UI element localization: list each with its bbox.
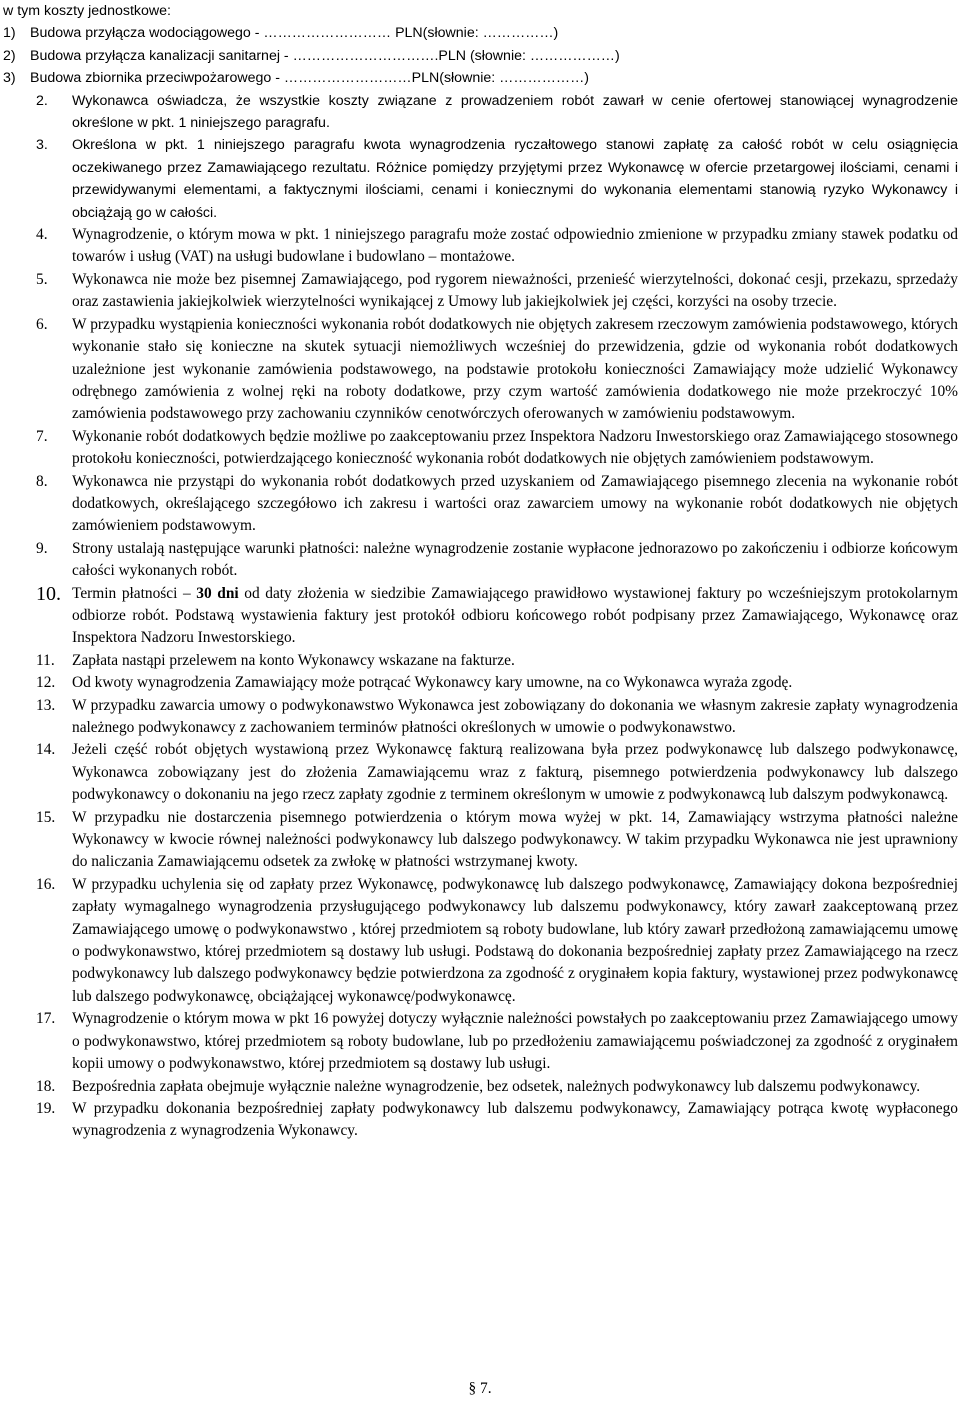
list-item bbox=[0, 471, 960, 538]
item-number: 14. bbox=[36, 741, 56, 759]
item-number: 9. bbox=[36, 539, 48, 557]
item-text: Wykonanie robót dodatkowych będzie możliwe po zaakceptowaniu przez Inspektora Nadzoru Inwestorskiego oraz Zamawiającego stosownego protokołu konieczności, potwierdzającego konieczność wykonania robót dodatkowych nie objętych zamówieniem podstawowym. bbox=[72, 427, 958, 468]
item-number: 17. bbox=[36, 1010, 56, 1028]
item-text: Strony ustalają następujące warunki płatności: należne wynagrodzenie zostanie wypłacone jednorazowo po zakończeniu i odbiorze końcowym całości wykonanych robót. bbox=[72, 539, 958, 580]
list-item bbox=[0, 538, 960, 583]
subitem-number: 3) bbox=[3, 70, 16, 87]
item-number: 16. bbox=[36, 875, 56, 893]
item-number: 10. bbox=[36, 582, 61, 605]
item-text: Jeżeli część robót objętych wystawioną przez Wykonawcę fakturą realizowana była przez podwykonawcę lub dalszego podwykonawcę, Wykonawca zobowiązany jest do złożenia Zamawiającemu wraz z fakturą, pisemnego potwierdzenia podwykonawcy lub dalszego podwykonawcy o dokonaniu na jego rzecz zapłaty zgodnie z terminem określonym w umowie z podwykonawcą lub dalszym podwykonawcą. bbox=[72, 741, 958, 804]
list-item bbox=[0, 90, 960, 135]
list-item bbox=[0, 1008, 960, 1075]
item-text: Wynagrodzenie, o którym mowa w pkt. 1 niniejszego paragrafu może zostać odpowiednio zmienione w przypadku zmiany stawek podatku od towarów i usług (VAT) na usługi budowlane i budowlano – montażowe. bbox=[72, 226, 958, 266]
list-item bbox=[0, 1098, 960, 1143]
item-number: 18. bbox=[36, 1077, 56, 1095]
list-item bbox=[0, 134, 960, 224]
item-number: 7. bbox=[36, 427, 48, 445]
subitem bbox=[0, 45, 960, 67]
item-number: 19. bbox=[36, 1099, 56, 1117]
list-item bbox=[0, 672, 960, 694]
intro-line: w tym koszty jednostkowe: bbox=[3, 3, 171, 19]
list-item bbox=[0, 583, 960, 650]
item-number: 3. bbox=[36, 137, 48, 154]
subitem-text: Budowa przyłącza kanalizacji sanitarnej - ………………………….PLN (słownie: ………………) bbox=[30, 47, 620, 64]
payment-term-rest: od daty złożenia w siedzibie Zamawiającego prawidłowo wystawionej faktury po wcześniejszym protokolarnym odbiorze robót. Podstawą wystawienia faktury jest protokół odbioru końcowego robót podpisany przez Zamawiającego, Wykonawcę oraz Inspektora Nadzoru Inwestorskiego. bbox=[72, 584, 959, 647]
list-item bbox=[0, 874, 960, 1008]
list-item bbox=[0, 807, 960, 874]
subitem-number: 2) bbox=[3, 47, 16, 64]
item-text: Zapłata nastąpi przelewem na konto Wykonawcy wskazane na fakturze. bbox=[72, 651, 515, 669]
payment-days: 30 dni bbox=[196, 584, 239, 602]
item-number: 15. bbox=[36, 808, 56, 826]
subitem-text: Budowa zbiornika przeciwpożarowego - ………………………PLN(słownie: ………………) bbox=[30, 70, 589, 87]
list-item bbox=[0, 314, 960, 426]
list-item bbox=[0, 1076, 960, 1098]
item-text: W przypadku nie dostarczenia pisemnego potwierdzenia o którym mowa wyżej w pkt. 14, Zamawiający wstrzyma płatności należne Wykonawcy w kwocie równej należności podwykonawcy lub dalszego podwykonawcy. W takim przypadku Wykonawca nie jest uprawniony do naliczania Zamawiającemu odsetek za zwłokę w płatności wstrzymanej kwoty. bbox=[72, 808, 958, 871]
item-text: Od kwoty wynagrodzenia Zamawiający może potrącać Wykonawcy kary umowne, na co Wykonawca wyraża zgodę. bbox=[72, 674, 793, 692]
numbered-list bbox=[0, 90, 960, 1143]
item-text: W przypadku uchylenia się od zapłaty przez Wykonawcę, podwykonawcę lub dalszego podwykonawcę, Zamawiający dokona bezpośredniej zapłaty wymagalnego wynagrodzenia przysługującego podwykonawcy lub dalszemu podwykonawcy, który zawarł zaakceptowaną przez Zamawiającego umowę o podwykonawstwo , której przedmiotem są roboty budowlane, lub który zawarł przedłożoną zamawiającemu umowę o podwykonawstwo, której przedmiotem są dostawy lub usługi. Podstawą do dokonania bezpośredniej zapłaty przez Zamawiającego na rzecz podwykonawcy lub dalszego podwykonawcy będzie potwierdzona za zgodność z oryginałem kopia faktury, wystawionej przez podwykonawcę lub dalszego podwykonawcę, obciążającej wykonawcę/podwykonawcę. bbox=[72, 875, 958, 1005]
item-text: Wykonawca oświadcza, że wszystkie koszty związane z prowadzeniem robót zawarł w cenie ofertowej stanowiącej wynagrodzenie określone w pkt. 1 niniejszego paragrafu. bbox=[72, 92, 958, 132]
item-number: 6. bbox=[36, 315, 48, 333]
subitem bbox=[0, 22, 960, 44]
subitem-number: 1) bbox=[3, 25, 16, 42]
subitem bbox=[0, 67, 960, 89]
list-item bbox=[0, 739, 960, 806]
item-text: W przypadku dokonania bezpośredniej zapłaty podwykonawcy lub dalszemu podwykonawcy, Zamawiający potrąca kwotę wypłaconego wynagrodzenia z wynagrodzenia Wykonawcy. bbox=[72, 1099, 958, 1140]
list-item bbox=[0, 269, 960, 314]
item-text: Wykonawca nie przystąpi do wykonania robót dodatkowych przed uzyskaniem od Zamawiającego pisemnego zlecenia na wykonanie robót dodatkowych, określającego szczegółowo ich zakresu i wartości oraz zawarciem umowy na wykonanie robót dodatkowych nie objętych zamówieniem podstawowym. bbox=[72, 472, 958, 535]
item-text: W przypadku zawarcia umowy o podwykonawstwo Wykonawca jest zobowiązany do dokonania we własnym zakresie zapłaty wynagrodzenia należnego podwykonawcy z zachowaniem terminów płatności określonych w umowie o podwykonawstwo. bbox=[72, 696, 958, 736]
list-item bbox=[0, 426, 960, 471]
payment-term-prefix: Termin płatności – bbox=[72, 584, 197, 602]
list-item bbox=[0, 650, 960, 672]
item-number: 12. bbox=[36, 674, 56, 692]
subitem-text: Budowa przyłącza wodociągowego - ……………………… PLN(słownie: ……………) bbox=[30, 25, 559, 42]
item-number: 2. bbox=[36, 92, 48, 109]
item-text: Bezpośrednia zapłata obejmuje wyłącznie należne wynagrodzenie, bez odsetek, należnych podwykonawcy lub dalszemu podwykonawcy. bbox=[72, 1077, 921, 1095]
item-number: 11. bbox=[36, 651, 55, 669]
item-text: Wynagrodzenie o którym mowa w pkt 16 powyżej dotyczy wyłącznie należności powstałych po zaakceptowaniu przez Zamawiającego umowy o podwykonawstwo, której przedmiotem są roboty budowlane, lub po przedłożeniu zamawiającemu poświadczonej za zgodność z oryginałem kopii umowy o podwykonawstwo, której przedmiotem są dostawy lub usługi. bbox=[72, 1010, 958, 1073]
list-item bbox=[0, 224, 960, 269]
item-number: 8. bbox=[36, 472, 48, 490]
item-text: Wykonawca nie może bez pisemnej Zamawiającego, pod rygorem nieważności, przenieść wierzytelności, dokonać cesji, przekazu, sprzedaży oraz zastawienia jakiejkolwiek wierzytelności wynikającej z Umowy lub jakiejkolwiek jej części, korzyści na osoby trzecie. bbox=[72, 270, 958, 311]
list-item bbox=[0, 695, 960, 740]
item-text bbox=[72, 583, 960, 650]
item-number: 13. bbox=[36, 696, 56, 714]
section-heading: § 7. bbox=[468, 1380, 492, 1397]
item-number: 5. bbox=[36, 270, 48, 288]
item-number: 4. bbox=[36, 226, 48, 244]
item-text: W przypadku wystąpienia konieczności wykonania robót dodatkowych nie objętych zakresem rzeczowym zamówienia podstawowego, których wykonanie stało się konieczne na skutek sytuacji niemożliwych wcześniej do przewidzenia, gdzie od wykonania robót dodatkowych uzależnione jest wykonanie zamówienia podstawowego, na podstawie protokołu konieczności Zamawiający może udzielić Wykonawcy odrębnego zamówienia z wolnej ręki na roboty dodatkowe, przy czym wartość zamówienia dodatkowego nie może przekroczyć 10% zamówienia podstawowego przy zachowaniu czynników cenotwórczych oferowanych w zamówieniu podstawowym. bbox=[72, 315, 958, 423]
subitem-list bbox=[0, 22, 960, 89]
item-text: Określona w pkt. 1 niniejszego paragrafu kwota wynagrodzenia ryczałtowego stanowi zapłatę za całość robót w celu osiągnięcia oczekiwanego przez Zamawiającego rezultatu. Różnice pomiędzy przyjętymi przez Wykonawcę w ofercie przetargowej ilościami, cenami i przewidywanymi elementami, a faktycznymi ilościami, cenami i koniecznymi do wykonania elementami stanowią ryzyko Wykonawcy i obciążają go w całości. bbox=[72, 137, 958, 221]
